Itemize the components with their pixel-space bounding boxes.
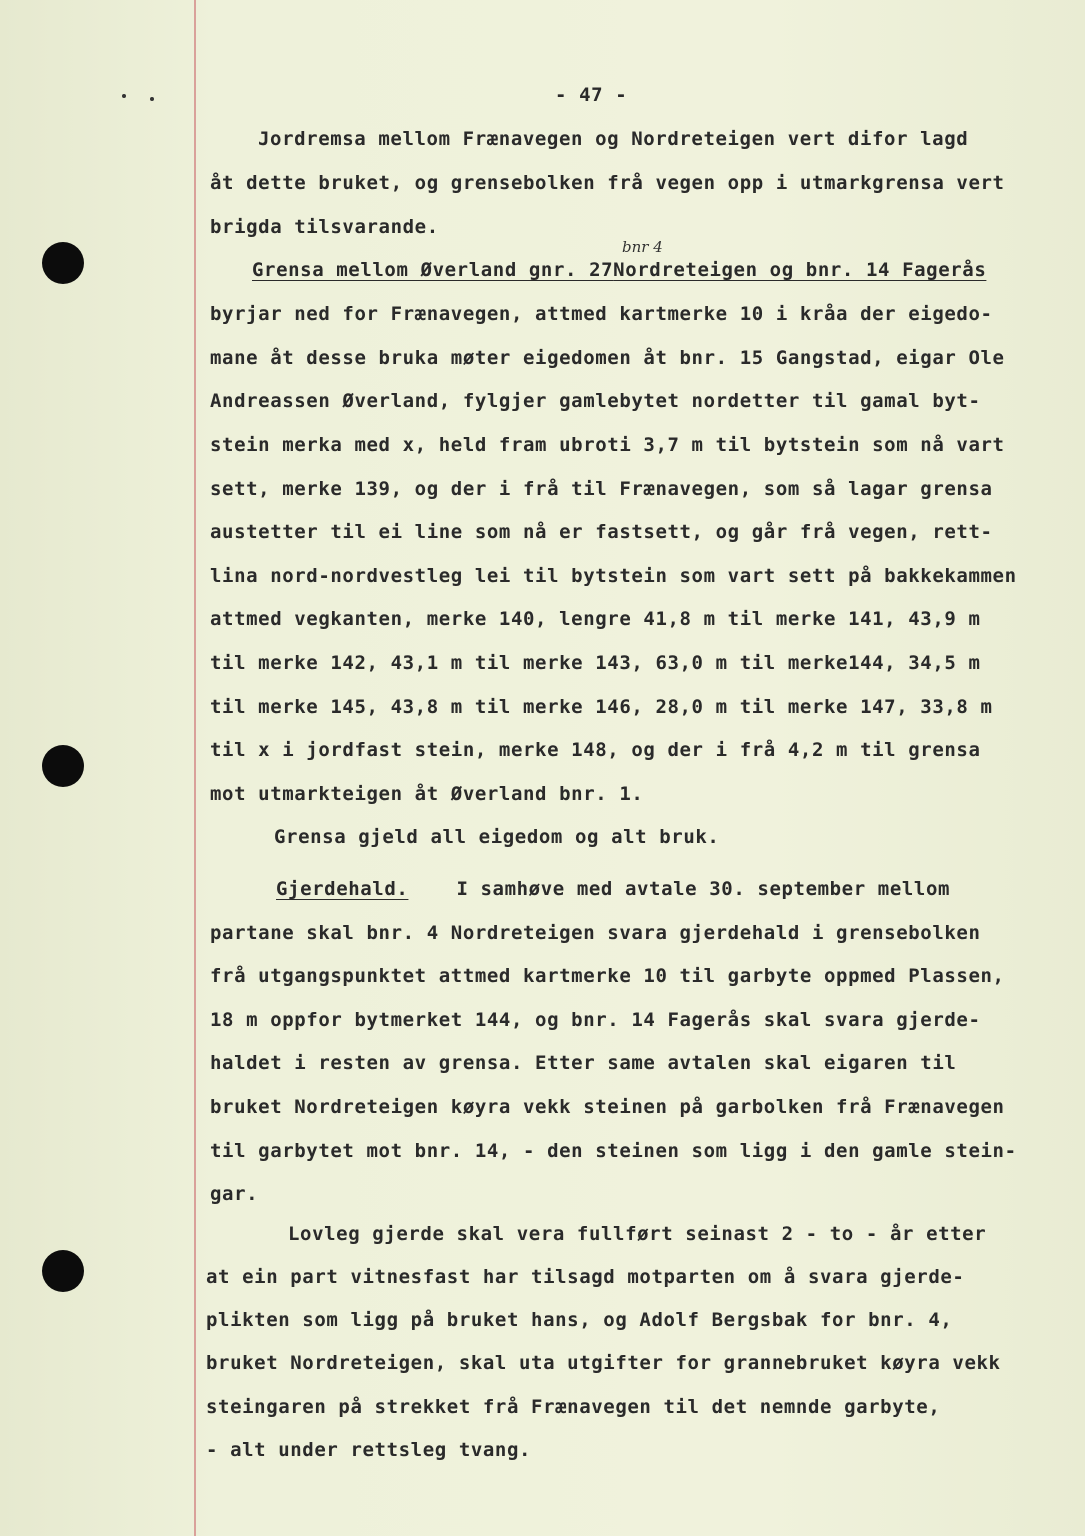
punch-hole-bottom [42,1250,84,1292]
text-line: frå utgangspunktet attmed kartmerke 10 til garbyte oppmed Plassen, [210,965,1005,987]
text-line: partane skal bnr. 4 Nordreteigen svara gjerdehald i grensebolken [210,922,981,944]
text-line: til merke 142, 43,1 m til merke 143, 63,0 m til merke144, 34,5 m [210,652,981,674]
text-line [276,876,950,902]
text-line: åt dette bruket, og grensebolken frå vegen opp i utmarkgrensa vert [210,172,1005,194]
heading-part: Grensa mellom Øverland gnr. 27 [252,259,614,281]
handwritten-annotation: bnr 4 [622,238,663,256]
text-line: Lovleg gjerde skal vera fullført seinast 2 - to - år etter [288,1223,987,1245]
text-line: haldet i resten av grensa. Etter same avtalen skal eigaren til [210,1052,957,1074]
text-line: 18 m oppfor bytmerket 144, og bnr. 14 Fagerås skal svara gjerde- [210,1009,981,1031]
text-line: til merke 145, 43,8 m til merke 146, 28,0 m til merke 147, 33,8 m [210,696,993,718]
speck [150,97,154,101]
text-line: bruket Nordreteigen, skal uta utgifter for grannebruket køyra vekk [206,1352,1001,1374]
text-line: byrjar ned for Frænavegen, attmed kartmerke 10 i kråa der eigedo- [210,303,993,325]
text-line: mane åt desse bruka møter eigedomen åt bnr. 15 Gangstad, eigar Ole [210,347,1005,369]
page-number: - 47 - [555,84,628,106]
text-line: lina nord-nordvestleg lei til bytstein som vart sett på bakkekammen [210,565,1017,587]
text-line: - alt under rettsleg tvang. [206,1439,532,1461]
text-line: attmed vegkanten, merke 140, lengre 41,8 m til merke 141, 43,9 m [210,608,981,630]
speck [122,94,126,98]
text-line: til x i jordfast stein, merke 148, og der i frå 4,2 m til grensa [210,739,981,761]
boundary-heading [252,257,986,283]
punch-hole-middle [42,745,84,787]
text-line: Grensa gjeld all eigedom og alt bruk. [274,826,720,848]
punch-hole-top [42,242,84,284]
text-line: Andreassen Øverland, fylgjer gamlebytet nordetter til gamal byt- [210,390,981,412]
text-line: gar. [210,1183,259,1205]
text-line: austetter til ei line som nå er fastsett, og går frå vegen, rett- [210,521,993,543]
text-span: I samhøve med avtale 30. september mellom [456,878,951,900]
text-line: brigda tilsvarande. [210,216,439,238]
text-line: stein merka med x, held fram ubroti 3,7 m til bytstein som nå vart [210,434,1005,456]
margin-line [194,0,196,1536]
text-line: at ein part vitnesfast har tilsagd motparten om å svara gjerde- [206,1266,965,1288]
heading-part: Nordreteigen og bnr. 14 Fagerås [613,259,987,281]
fence-heading: Gjerdehald. [276,878,409,900]
text-line: Jordremsa mellom Frænavegen og Nordreteigen vert difor lagd [258,128,969,150]
text-line: mot utmarkteigen åt Øverland bnr. 1. [210,783,644,805]
text-line: plikten som ligg på bruket hans, og Adolf Bergsbak for bnr. 4, [206,1309,953,1331]
text-line: steingaren på strekket frå Frænavegen til det nemnde garbyte, [206,1396,941,1418]
text-line: bruket Nordreteigen køyra vekk steinen på garbolken frå Frænavegen [210,1096,1005,1118]
text-line: sett, merke 139, og der i frå til Frænavegen, som så lagar grensa [210,478,993,500]
text-line: til garbytet mot bnr. 14, - den steinen som ligg i den gamle stein- [210,1140,1017,1162]
